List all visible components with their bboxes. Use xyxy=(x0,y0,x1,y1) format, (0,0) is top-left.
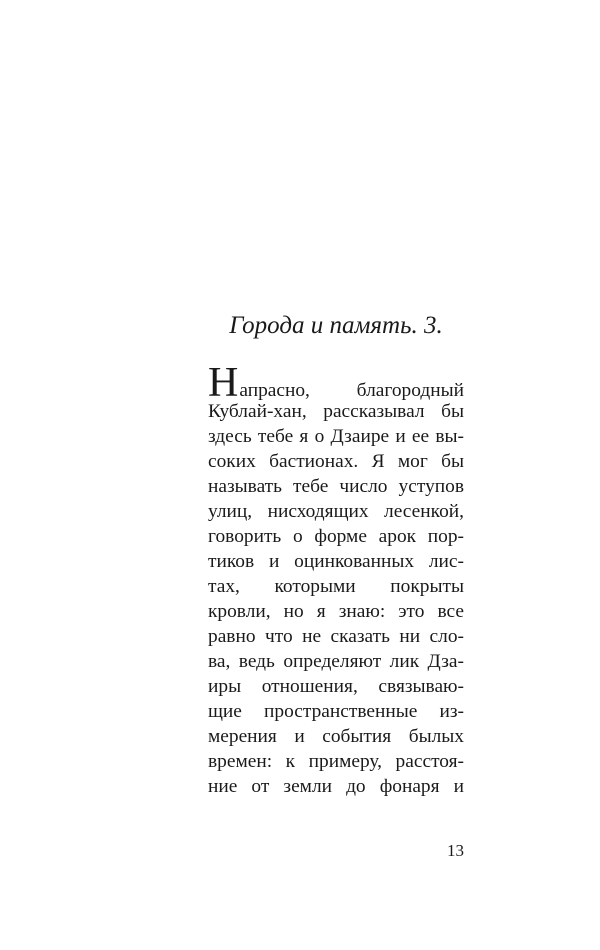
drop-cap: Н xyxy=(208,360,239,406)
text-line: тиков и оцинкованных лис- xyxy=(208,551,464,572)
text-line-rest: апрасно, благородный xyxy=(239,380,464,401)
text-line: Кублай-хан, рассказывал бы xyxy=(208,401,464,422)
text-line xyxy=(208,360,464,406)
text-line: говорить о форме арок пор- xyxy=(208,526,464,547)
page-number: 13 xyxy=(447,841,464,860)
chapter-title: Города и память. 3. xyxy=(229,312,443,339)
text-line: тах, которыми покрыты xyxy=(208,576,464,597)
text-line: ние от земли до фонаря и xyxy=(208,776,464,797)
text-line: иры отношения, связываю- xyxy=(208,676,464,697)
text-line: называть тебе число уступов xyxy=(208,476,464,497)
text-line: улиц, нисходящих лесенкой, xyxy=(208,501,464,522)
body-text xyxy=(208,360,464,799)
text-line: мерения и события былых xyxy=(208,726,464,747)
text-line: ва, ведь определяют лик Дза- xyxy=(208,651,464,672)
text-line: здесь тебе я о Дзаире и ее вы- xyxy=(208,426,464,447)
text-line: щие пространственные из- xyxy=(208,701,464,722)
text-line: равно что не сказать ни сло- xyxy=(208,626,464,647)
text-line: времен: к примеру, расстоя- xyxy=(208,751,464,772)
text-line: кровли, но я знаю: это все xyxy=(208,601,464,622)
text-line: соких бастионах. Я мог бы xyxy=(208,451,464,472)
